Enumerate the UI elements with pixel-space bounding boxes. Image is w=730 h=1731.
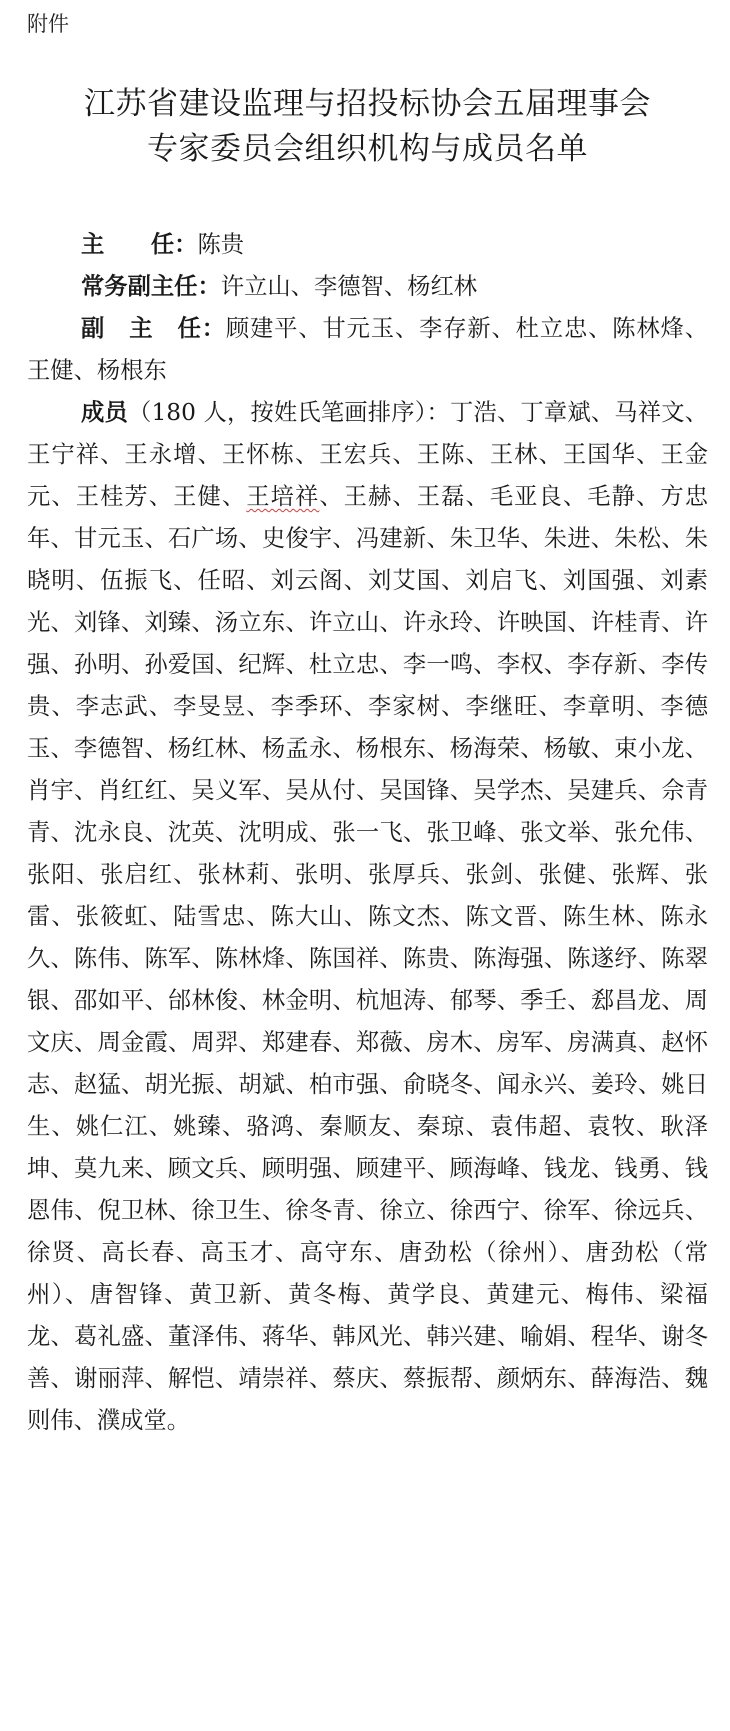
deputy-label: 副 主 任：	[81, 315, 226, 342]
members-label: 成员	[81, 399, 128, 426]
director-names: 陈贵	[197, 231, 245, 258]
title-line-1: 江苏省建设监理与招投标协会五届理事会	[84, 86, 651, 122]
document-title	[27, 82, 708, 172]
members-note: 人，按姓氏笔画排序）：	[195, 399, 451, 426]
spellcheck-flagged-name: 王培祥	[246, 483, 320, 510]
members-names-part-1: 丁浩、丁章斌、马祥文、王宁祥、王永增、王怀栋、王宏兵、王陈、王林、王国华、王金元、王桂芳、王健、	[27, 399, 709, 510]
director-row	[27, 224, 708, 266]
document-body	[27, 224, 708, 1442]
title-line-2: 专家委员会组织机构与成员名单	[147, 131, 588, 167]
exec-deputy-label: 常务副主任：	[81, 273, 221, 300]
deputy-names: 顾建平、甘元玉、李存新、杜立忠、陈林烽、王健、杨根东	[27, 315, 709, 384]
members-count: 180	[151, 399, 196, 426]
members-paren-open: （	[127, 399, 152, 426]
attachment-label: 附件	[27, 12, 69, 36]
exec-deputy-names: 许立山、李德智、杨红林	[220, 273, 478, 300]
deputy-row	[27, 308, 708, 392]
members-names-part-2: 、王赫、王磊、毛亚良、毛静、方忠年、甘元玉、石广场、史俊宇、冯建新、朱卫华、朱进、朱松、朱晓明、伍振飞、任昭、刘云阁、刘艾国、刘启飞、刘国强、刘素光、刘锋、刘臻、汤立东、许立山、许永玲、许映国、许桂青、许强、孙明、孙爱国、纪辉、杜立忠、李一鸣、李权、李存新、李传贵、李志武、李旻昱、李季环、李家树、李继旺、李章明、李德玉、李德智、杨红林、杨孟永、杨根东、杨海荣、杨敏、束小龙、肖宇、肖红红、吴义军、吴从付、吴国锋、吴学杰、吴建兵、佘青青、沈永良、沈英、沈明成、张一飞、张卫峰、张文举、张允伟、张阳、张启红、张林莉、张明、张厚兵、张剑、张健、张辉、张雷、张筱虹、陆雪忠、陈大山、陈文杰、陈文晋、陈生林、陈永久、陈伟、陈军、陈林烽、陈国祥、陈贵、陈海强、陈遂纾、陈翠银、邵如平、邰林俊、林金明、杭旭涛、郁琴、季壬、郄昌龙、周文庆、周金霞、周羿、郑建春、郑薇、房木、房军、房满真、赵怀志、赵猛、胡光振、胡斌、柏市强、俞晓冬、闻永兴、姜玲、姚日生、姚仁江、姚臻、骆鸿、秦顺友、秦琼、袁伟超、袁牧、耿泽坤、莫九来、顾文兵、顾明强、顾建平、顾海峰、钱龙、钱勇、钱恩伟、倪卫林、徐卫生、徐冬青、徐立、徐西宁、徐军、徐远兵、徐贤、高长春、高玉才、高守东、唐劲松（徐州）、唐劲松（常州）、唐智锋、黄卫新、黄冬梅、黄学良、黄建元、梅伟、梁福龙、葛礼盛、董泽伟、蒋华、韩风光、韩兴建、喻娟、程华、谢冬善、谢丽萍、解恺、靖崇祥、蔡庆、蔡振帮、颜炳东、薛海浩、魏则伟、濮成堂。	[27, 483, 708, 1434]
director-label: 主 任：	[81, 231, 198, 258]
exec-deputy-row	[27, 266, 708, 308]
members-paragraph	[27, 392, 708, 1442]
